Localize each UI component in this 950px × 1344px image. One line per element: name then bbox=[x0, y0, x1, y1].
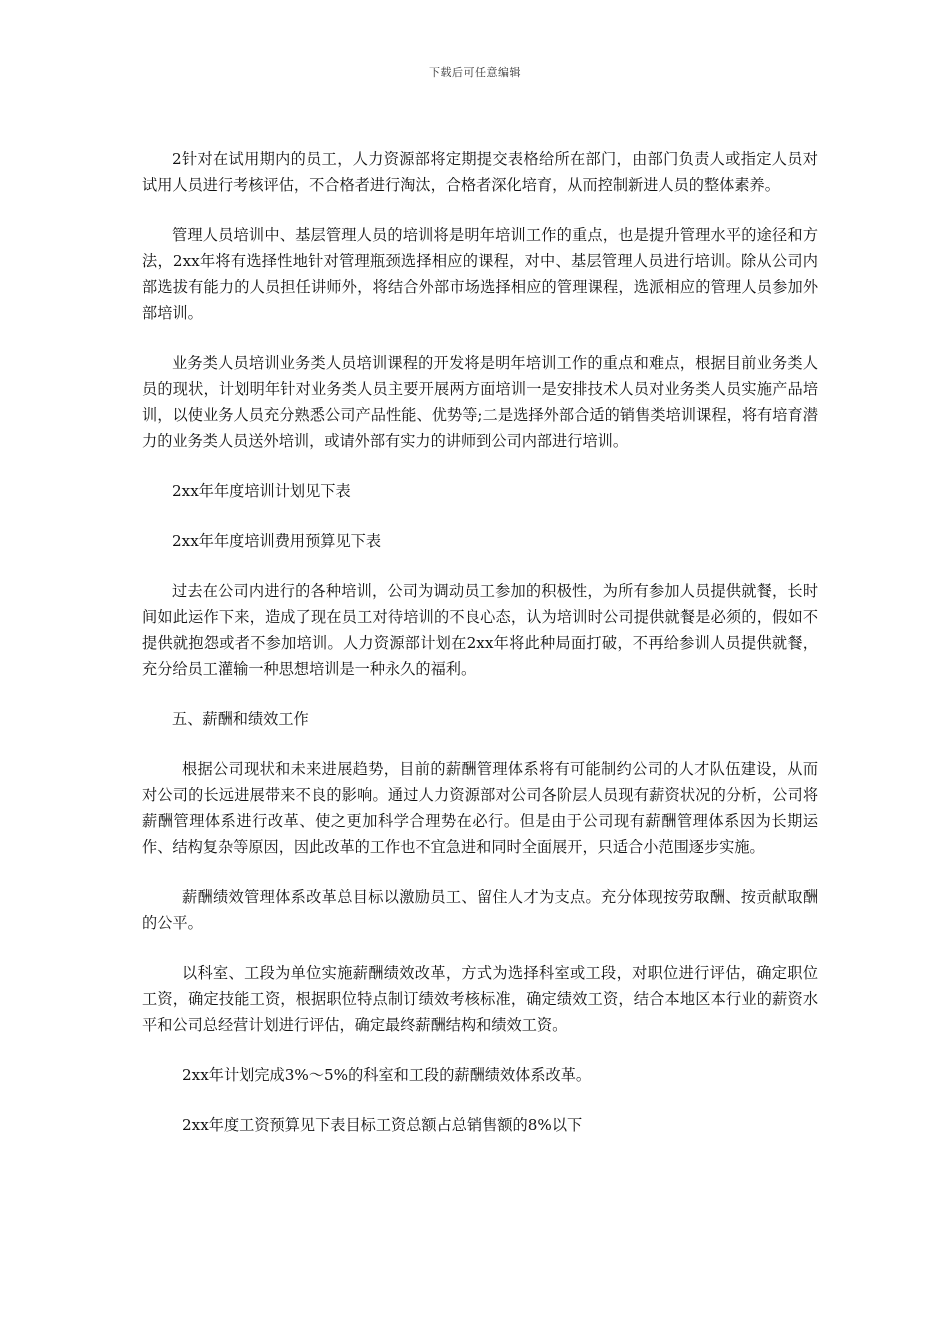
document-body bbox=[142, 146, 818, 1162]
section-heading-compensation: 五、薪酬和绩效工作 bbox=[172, 710, 309, 728]
page-header: 下载后可任意编辑 bbox=[429, 66, 521, 79]
paragraph-sales-training: 业务类人员培训业务类人员培训课程的开发将是明年培训工作的重点和难点，根据目前业务类人员的现状，计划明年针对业务类人员主要开展两方面培训一是安排技术人员对业务类人员实施产品培训，以使业务人员充分熟悉公司产品性能、优势等;二是选择外部合适的销售类培训课程，将有培育潜力的业务类人员送外培训，或请外部有实力的讲师到公司内部进行培训。 bbox=[142, 354, 818, 450]
paragraph-management-training: 管理人员培训中、基层管理人员的培训将是明年培训工作的重点，也是提升管理水平的途径和方法，2xx年将有选择性地针对管理瓶颈选择相应的课程，对中、基层管理人员进行培训。除从公司内部选拔有能力的人员担任讲师外，将结合外部市场选择相应的管理课程，选派相应的管理人员参加外部培训。 bbox=[142, 226, 818, 322]
paragraph-reform-method: 以科室、工段为单位实施薪酬绩效改革，方式为选择科室或工段，对职位进行评估，确定职位工资，确定技能工资，根据职位特点制订绩效考核标准，确定绩效工资，结合本地区本行业的薪资水平和公司总经营计划进行评估，确定最终薪酬结构和绩效工资。 bbox=[142, 964, 818, 1034]
paragraph-compensation-reform: 根据公司现状和未来进展趋势，目前的薪酬管理体系将有可能制约公司的人才队伍建设，从而对公司的长远进展带来不良的影响。通过人力资源部对公司各阶层人员现有薪资状况的分析，公司将薪酬管理体系进行改革、使之更加科学合理势在必行。但是由于公司现有薪酬管理体系因为长期运作、结构复杂等原因，因此改革的工作也不宜急进和同时全面展开，只适合小范围逐步实施。 bbox=[142, 760, 818, 856]
paragraph-reform-target: 2xx年计划完成3%～5%的科室和工段的薪酬绩效体系改革。 bbox=[182, 1066, 592, 1084]
paragraph-training-budget-note: 2xx年年度培训费用预算见下表 bbox=[172, 532, 382, 550]
paragraph-salary-budget-note: 2xx年度工资预算见下表目标工资总额占总销售额的8%以下 bbox=[182, 1116, 583, 1134]
paragraph-meal-policy: 过去在公司内进行的各种培训，公司为调动员工参加的积极性，为所有参加人员提供就餐，长时间如此运作下来，造成了现在员工对待培训的不良心态，认为培训时公司提供就餐是必须的，假如不提供就抱怨或者不参加培训。人力资源部计划在2xx年将此种局面打破，不再给参训人员提供就餐，充分给员工灌输一种思想培训是一种永久的福利。 bbox=[142, 582, 818, 678]
paragraph-probation-assessment: 2针对在试用期内的员工，人力资源部将定期提交表格给所在部门，由部门负责人或指定人员对试用人员进行考核评估，不合格者进行淘汰，合格者深化培育，从而控制新进人员的整体素养。 bbox=[142, 150, 818, 194]
paragraph-reform-goal: 薪酬绩效管理体系改革总目标以激励员工、留住人才为支点。充分体现按劳取酬、按贡献取酬的公平。 bbox=[142, 888, 818, 932]
paragraph-training-plan-note: 2xx年年度培训计划见下表 bbox=[172, 482, 351, 500]
